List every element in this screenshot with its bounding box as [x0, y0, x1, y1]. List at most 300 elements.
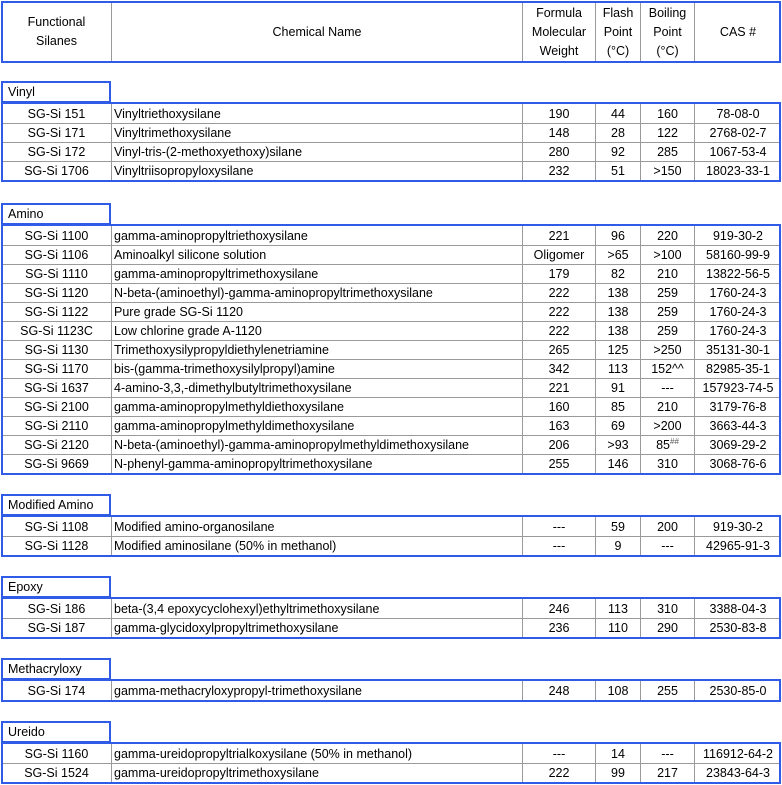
- cell-text: 9: [614, 539, 622, 553]
- cell-code: [3, 619, 110, 638]
- group-label-modified-amino: Modified Amino: [1, 494, 111, 516]
- cell-text: 280: [548, 145, 570, 159]
- cell-name: [114, 455, 524, 474]
- cell-text: 221: [548, 229, 570, 243]
- group-table-epoxy: [1, 597, 781, 639]
- table-row: [3, 341, 779, 360]
- cell-text: N-phenyl-gamma-aminopropyltrimethoxysilane: [114, 457, 373, 471]
- cell-text: >93: [607, 438, 629, 452]
- cell-mw: [523, 619, 595, 638]
- cell-text: 160: [657, 107, 678, 121]
- cell-bp: [641, 360, 694, 379]
- cell-name: [114, 360, 524, 379]
- table-row: [3, 379, 779, 398]
- table-row: [3, 518, 779, 537]
- cell-text: SG-Si 1160: [24, 747, 89, 761]
- cell-name: [114, 436, 524, 455]
- cell-text: SG-Si 2100: [24, 400, 89, 414]
- cell-name: [114, 265, 524, 284]
- cell-mw: [523, 303, 595, 322]
- cell-text: 82: [611, 267, 625, 281]
- cell-text: SG-Si 151: [27, 107, 86, 121]
- table-row: [3, 143, 779, 162]
- cell-text: 259: [657, 305, 678, 319]
- cell-code: [3, 360, 110, 379]
- cell-text: Trimethoxysilypropyldiethylenetriamine: [114, 343, 329, 357]
- table-row: [3, 436, 779, 455]
- cell-text: Vinyltriethoxysilane: [114, 107, 221, 121]
- cell-cas: [695, 619, 781, 638]
- cell-code: [3, 284, 110, 303]
- table-row: [3, 417, 779, 436]
- cell-cas: [695, 398, 781, 417]
- cell-text: 14: [611, 747, 625, 761]
- cell-text: 2530-85-0: [709, 684, 767, 698]
- header-chemical-name: Chemical Name: [272, 24, 362, 39]
- cell-code: [3, 682, 110, 701]
- cell-mw: [523, 341, 595, 360]
- table-row: [3, 246, 779, 265]
- cell-bp: [641, 398, 694, 417]
- cell-code: [3, 455, 110, 474]
- cell-text: 157923-74-5: [702, 381, 774, 395]
- cell-text: ---: [552, 539, 566, 553]
- cell-cas: [695, 105, 781, 124]
- cell-fp: [596, 518, 640, 537]
- cell-text: 232: [548, 164, 570, 178]
- header-cas: CAS #: [719, 24, 757, 39]
- group-table-amino: [1, 224, 781, 475]
- cell-bp: [641, 537, 694, 556]
- cell-text: ---: [552, 747, 566, 761]
- cell-bp: [641, 284, 694, 303]
- cell-text: 222: [548, 324, 570, 338]
- cell-bp: [641, 143, 694, 162]
- cell-fp: [596, 417, 640, 436]
- cell-name: [114, 124, 524, 143]
- table-row: [3, 619, 779, 638]
- cell-mw: [523, 227, 595, 246]
- cell-text: SG-Si 1170: [24, 362, 89, 376]
- group-label-amino: Amino: [1, 203, 111, 225]
- cell-text: 255: [548, 457, 570, 471]
- cell-text: SG-Si 172: [27, 145, 86, 159]
- cell-mw: [523, 246, 595, 265]
- cell-name: [114, 379, 524, 398]
- cell-cas: [695, 162, 781, 181]
- table-row: [3, 745, 779, 764]
- table-row: [3, 124, 779, 143]
- cell-bp: [641, 518, 694, 537]
- table-row: [3, 162, 779, 181]
- cell-text: 2768-02-7: [709, 126, 767, 140]
- cell-cas: [695, 537, 781, 556]
- cell-text: SG-Si 1524: [24, 766, 89, 780]
- cell-text: 190: [548, 107, 570, 121]
- cell-code: [3, 764, 110, 783]
- cell-text: 200: [657, 520, 678, 534]
- cell-text: 290: [657, 621, 678, 635]
- cell-name: [114, 398, 524, 417]
- table-row: [3, 227, 779, 246]
- cell-fp: [596, 682, 640, 701]
- cell-text: 138: [607, 286, 629, 300]
- cell-mw: [523, 105, 595, 124]
- cell-fp: [596, 436, 640, 455]
- cell-code: [3, 105, 110, 124]
- cell-text: beta-(3,4 epoxycyclohexyl)ethyltrimethoxysilane: [114, 602, 380, 616]
- cell-text: 919-30-2: [712, 229, 764, 243]
- cell-text: 69: [611, 419, 625, 433]
- cell-text: 138: [607, 305, 629, 319]
- cell-text: 35131-30-1: [706, 343, 770, 357]
- cell-bp: [641, 341, 694, 360]
- cell-mw: [523, 379, 595, 398]
- cell-text: 163: [548, 419, 570, 433]
- cell-name: [114, 105, 524, 124]
- cell-text: 3388-04-3: [709, 602, 767, 616]
- table-row: [3, 764, 779, 783]
- cell-cas: [695, 246, 781, 265]
- cell-text: 160: [548, 400, 570, 414]
- cell-code: [3, 303, 110, 322]
- cell-mw: [523, 600, 595, 619]
- cell-bp: [641, 303, 694, 322]
- cell-name: [114, 284, 524, 303]
- cell-text: gamma-aminopropyltriethoxysilane: [114, 229, 308, 243]
- cell-text: Oligomer: [533, 248, 585, 262]
- cell-text: 3663-44-3: [709, 419, 767, 433]
- cell-text: ---: [661, 381, 674, 395]
- cell-fp: [596, 360, 640, 379]
- cell-text: SG-Si 9669: [24, 457, 89, 471]
- group-label-vinyl: Vinyl: [1, 81, 111, 103]
- cell-mw: [523, 455, 595, 474]
- cell-text: SG-Si 174: [27, 684, 86, 698]
- cell-fp: [596, 619, 640, 638]
- cell-fp: [596, 124, 640, 143]
- cell-text: 3068-76-6: [709, 457, 767, 471]
- group-label-epoxy: Epoxy: [1, 576, 111, 598]
- cell-fp: [596, 105, 640, 124]
- cell-text: 210: [657, 267, 678, 281]
- cell-mw: [523, 518, 595, 537]
- cell-text: 92: [611, 145, 625, 159]
- cell-bp: [641, 436, 694, 455]
- cell-code: [3, 436, 110, 455]
- cell-text: 1760-24-3: [709, 286, 767, 300]
- cell-text: bis-(gamma-trimethoxysilylpropyl)amine: [114, 362, 335, 376]
- cell-text: 222: [548, 286, 570, 300]
- cell-text: 122: [657, 126, 678, 140]
- cell-cas: [695, 124, 781, 143]
- cell-text: gamma-ureidopropyltrimethoxysilane: [114, 766, 319, 780]
- header-boiling-point: Boiling Point (°C): [648, 5, 687, 58]
- cell-text: SG-Si 2120: [24, 438, 89, 452]
- cell-code: [3, 341, 110, 360]
- cell-text: 179: [548, 267, 570, 281]
- cell-text: 3179-76-8: [709, 400, 767, 414]
- cell-text: SG-Si 1130: [24, 343, 89, 357]
- cell-mw: [523, 360, 595, 379]
- table-row: [3, 600, 779, 619]
- cell-text: 110: [608, 621, 628, 635]
- table-row: [3, 455, 779, 474]
- cell-text: 285: [657, 145, 678, 159]
- cell-text: Pure grade SG-Si 1120: [114, 305, 244, 319]
- cell-fp: [596, 341, 640, 360]
- cell-code: [3, 379, 110, 398]
- cell-code: [3, 745, 110, 764]
- cell-text: 85: [611, 400, 625, 414]
- cell-code: [3, 246, 110, 265]
- group-table-methacryloxy: [1, 679, 781, 702]
- cell-cas: [695, 745, 781, 764]
- cell-fp: [596, 227, 640, 246]
- cell-bp: [641, 246, 694, 265]
- group-table-ureido: [1, 742, 781, 784]
- cell-fp: [596, 322, 640, 341]
- cell-bp: [641, 124, 694, 143]
- cell-name: [114, 417, 524, 436]
- cell-cas: [695, 303, 781, 322]
- cell-code: [3, 265, 110, 284]
- cell-text: Vinyl-tris-(2-methoxyethoxy)silane: [114, 145, 303, 159]
- cell-text: Vinyltriisopropyloxysilane: [114, 164, 254, 178]
- cell-text: gamma-aminopropyltrimethoxysilane: [114, 267, 319, 281]
- cell-text: >150: [653, 164, 682, 178]
- cell-text: 919-30-2: [712, 520, 764, 534]
- cell-fp: [596, 537, 640, 556]
- cell-bp: [641, 682, 694, 701]
- cell-code: [3, 398, 110, 417]
- cell-text: 18023-33-1: [706, 164, 770, 178]
- cell-mw: [523, 284, 595, 303]
- cell-text: 82985-35-1: [706, 362, 770, 376]
- cell-text: >200: [653, 419, 682, 433]
- cell-name: [114, 537, 524, 556]
- table-row: [3, 537, 779, 556]
- cell-name: [114, 341, 524, 360]
- header-molecular-weight: Formula Molecular Weight: [531, 5, 587, 58]
- cell-bp: [641, 764, 694, 783]
- cell-bp: [641, 745, 694, 764]
- cell-name: [114, 764, 524, 783]
- cell-text: 138: [607, 324, 629, 338]
- cell-name: [114, 322, 524, 341]
- cell-text: gamma-aminopropylmethyldimethoxysilane: [114, 419, 355, 433]
- cell-code: [3, 227, 110, 246]
- cell-text: Vinyltrimethoxysilane: [114, 126, 232, 140]
- cell-mw: [523, 436, 595, 455]
- cell-cas: [695, 455, 781, 474]
- group-table-modified-amino: [1, 515, 781, 557]
- cell-mw: [523, 764, 595, 783]
- cell-text: 255: [657, 684, 678, 698]
- cell-name: [114, 303, 524, 322]
- cell-text: 28: [611, 126, 625, 140]
- cell-text: 4-amino-3,3,-dimethylbutyltrimethoxysilane: [114, 381, 352, 395]
- cell-fp: [596, 246, 640, 265]
- cell-mw: [523, 162, 595, 181]
- cell-cas: [695, 600, 781, 619]
- cell-text: 113: [608, 362, 628, 376]
- cell-text: SG-Si 1110: [25, 267, 88, 281]
- cell-bp: [641, 265, 694, 284]
- cell-text: SG-Si 1100: [24, 229, 89, 243]
- table-row: [3, 105, 779, 124]
- cell-text: 310: [657, 457, 678, 471]
- cell-text: 217: [657, 766, 678, 780]
- cell-bp: [641, 227, 694, 246]
- cell-bp: [641, 619, 694, 638]
- cell-text: SG-Si 1123C: [20, 324, 93, 338]
- cell-text: 310: [657, 602, 678, 616]
- cell-bp: [641, 379, 694, 398]
- cell-text: SG-Si 1106: [24, 248, 89, 262]
- header-functional-silanes: Functional Silanes: [27, 15, 86, 48]
- cell-fp: [596, 398, 640, 417]
- cell-name: [114, 162, 524, 181]
- cell-text: gamma-ureidopropyltrialkoxysilane (50% in methanol): [114, 747, 413, 761]
- cell-text: gamma-aminopropylmethyldiethoxysilane: [114, 400, 344, 414]
- cell-bp: [641, 417, 694, 436]
- cell-fp: [596, 455, 640, 474]
- cell-text: 42965-91-3: [706, 539, 770, 553]
- cell-bp: [641, 455, 694, 474]
- cell-text: 108: [607, 684, 629, 698]
- cell-bp: [641, 600, 694, 619]
- group-table-vinyl: [1, 102, 781, 182]
- table-row: [3, 303, 779, 322]
- cell-text: 152^^: [651, 362, 684, 376]
- cell-text: 59: [611, 520, 625, 534]
- cell-name: [114, 246, 524, 265]
- cell-mw: [523, 143, 595, 162]
- cell-code: [3, 162, 110, 181]
- cell-text: 221: [548, 381, 570, 395]
- cell-cas: [695, 764, 781, 783]
- group-label-ureido: Ureido: [1, 721, 111, 743]
- cell-name: [114, 227, 524, 246]
- cell-name: [114, 600, 524, 619]
- cell-text: 99: [611, 766, 625, 780]
- cell-cas: [695, 436, 781, 455]
- cell-bp: [641, 162, 694, 181]
- cell-bp: [641, 105, 694, 124]
- cell-fp: [596, 303, 640, 322]
- cell-text: 206: [548, 438, 570, 452]
- cell-text: gamma-glycidoxylpropyltrimethoxysilane: [114, 621, 339, 635]
- cell-cas: [695, 227, 781, 246]
- cell-text: 248: [548, 684, 570, 698]
- cell-text: SG-Si 1120: [24, 286, 89, 300]
- table-row: [3, 360, 779, 379]
- cell-fp: [596, 284, 640, 303]
- cell-fp: [596, 745, 640, 764]
- footnote-marker: ##: [670, 437, 679, 446]
- cell-text: >250: [653, 343, 682, 357]
- cell-text: Modified aminosilane (50% in methanol): [114, 539, 337, 553]
- table-row: [3, 284, 779, 303]
- cell-bp: [641, 322, 694, 341]
- cell-text: 1760-24-3: [709, 324, 767, 338]
- cell-text: 148: [548, 126, 570, 140]
- cell-text: >65: [607, 248, 629, 262]
- cell-cas: [695, 417, 781, 436]
- cell-mw: [523, 265, 595, 284]
- cell-text: 113: [608, 602, 628, 616]
- cell-cas: [695, 518, 781, 537]
- cell-text: Low chlorine grade A-1120: [114, 324, 262, 338]
- cell-name: [114, 682, 524, 701]
- cell-fp: [596, 764, 640, 783]
- cell-text: 222: [548, 305, 570, 319]
- header-flash-point: Flash Point (°C): [602, 5, 634, 58]
- cell-name: [114, 518, 524, 537]
- cell-text: 342: [548, 362, 570, 376]
- table-row: [3, 682, 779, 701]
- cell-cas: [695, 143, 781, 162]
- cell-mw: [523, 682, 595, 701]
- cell-text: SG-Si 1706: [24, 164, 89, 178]
- cell-name: [114, 619, 524, 638]
- cell-fp: [596, 162, 640, 181]
- cell-text: 1067-53-4: [709, 145, 767, 159]
- cell-text: N-beta-(aminoethyl)-gamma-aminopropylmethyldimethoxysilane: [114, 438, 469, 452]
- cell-cas: [695, 682, 781, 701]
- cell-text: SG-Si 1637: [24, 381, 89, 395]
- cell-text: >100: [653, 248, 682, 262]
- cell-code: [3, 518, 110, 537]
- cell-text: 85: [656, 438, 670, 452]
- cell-text: 78-08-0: [716, 107, 760, 121]
- cell-name: [114, 143, 524, 162]
- cell-text: 210: [657, 400, 678, 414]
- table-row: [3, 265, 779, 284]
- cell-cas: [695, 341, 781, 360]
- cell-text: 146: [607, 457, 629, 471]
- cell-text: 265: [548, 343, 570, 357]
- cell-mw: [523, 398, 595, 417]
- cell-text: 259: [657, 324, 678, 338]
- cell-code: [3, 417, 110, 436]
- cell-text: 246: [548, 602, 570, 616]
- cell-mw: [523, 124, 595, 143]
- cell-text: 58160-99-9: [706, 248, 770, 262]
- table-row: [3, 398, 779, 417]
- cell-text: N-beta-(aminoethyl)-gamma-aminopropyltrimethoxysilane: [114, 286, 433, 300]
- cell-text: 91: [611, 381, 625, 395]
- cell-cas: [695, 322, 781, 341]
- cell-text: 236: [548, 621, 570, 635]
- cell-text: ---: [661, 539, 674, 553]
- cell-text: ---: [552, 520, 566, 534]
- cell-text: 51: [611, 164, 625, 178]
- cell-mw: [523, 745, 595, 764]
- cell-text: gamma-methacryloxypropyl-trimethoxysilane: [114, 684, 362, 698]
- cell-text: 222: [548, 766, 570, 780]
- cell-fp: [596, 265, 640, 284]
- cell-text: 23843-64-3: [706, 766, 770, 780]
- cell-text: SG-Si 186: [27, 602, 86, 616]
- cell-text: 44: [611, 107, 625, 121]
- table-row: [3, 322, 779, 341]
- cell-text: 2530-83-8: [709, 621, 767, 635]
- cell-text: 1760-24-3: [709, 305, 767, 319]
- cell-text: SG-Si 1108: [24, 520, 89, 534]
- cell-text: Aminoalkyl silicone solution: [114, 248, 267, 262]
